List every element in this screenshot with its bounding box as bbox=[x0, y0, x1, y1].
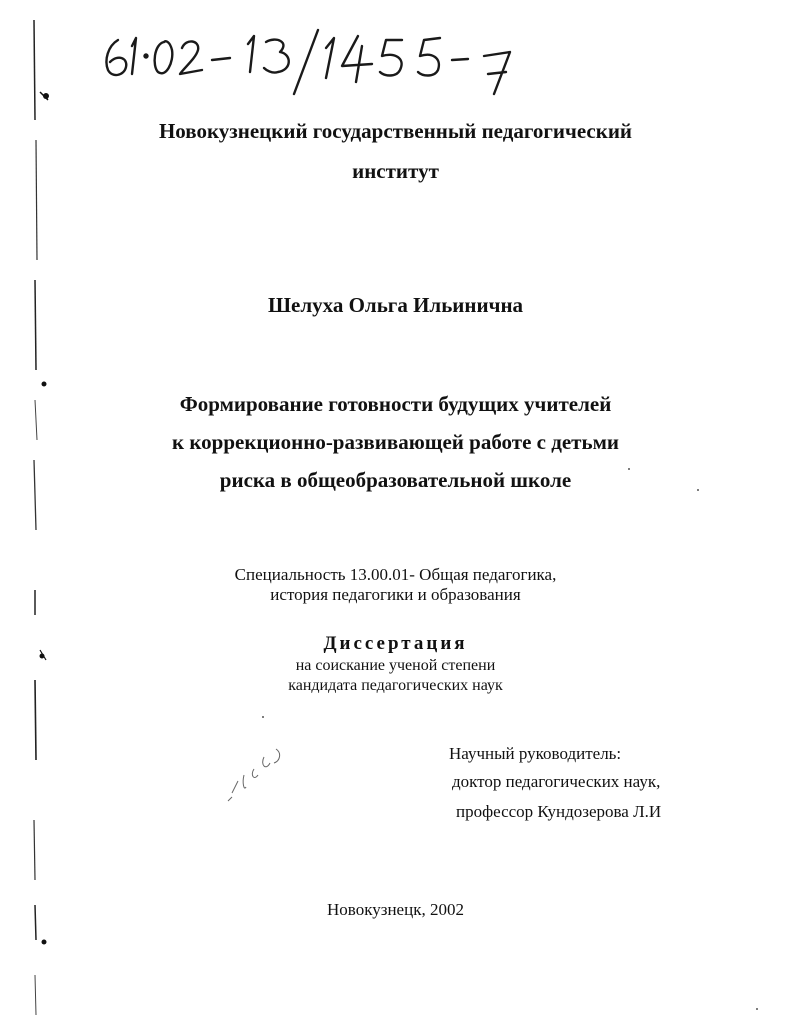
supervisor-label: Научный руководитель: bbox=[449, 744, 622, 763]
handwritten-code-signature bbox=[96, 12, 536, 102]
scan-speck bbox=[628, 468, 630, 470]
supervisor-name: профессор Кундозерова Л.И bbox=[456, 802, 662, 821]
scan-speck bbox=[756, 1008, 758, 1010]
author-name: Шелуха Ольга Ильинична bbox=[267, 293, 524, 317]
institute-name-line2: институт bbox=[352, 159, 439, 183]
thesis-title-line3: риска в общеобразовательной школе bbox=[219, 468, 572, 492]
thesis-title-line1: Формирование готовности будущих учителей bbox=[179, 392, 612, 416]
pencil-marks bbox=[220, 735, 300, 805]
scan-speck bbox=[697, 489, 699, 491]
specialty-line1: Специальность 13.00.01- Общая педагогика, bbox=[234, 565, 557, 584]
city-year: Новокузнецк, 2002 bbox=[327, 900, 464, 919]
institute-name-line1: Новокузнецкий государственный педагогический bbox=[158, 119, 633, 143]
specialty-line2: история педагогики и образования bbox=[270, 585, 521, 604]
dissertation-line1: на соискание ученой степени bbox=[295, 657, 496, 674]
thesis-title-line2: к коррекционно-развивающей работе с детьми bbox=[171, 430, 620, 454]
scan-speck bbox=[262, 716, 264, 718]
supervisor-degree: доктор педагогических наук, bbox=[452, 772, 661, 791]
scan-binding-edge bbox=[0, 0, 60, 1023]
dissertation-line2: кандидата педагогических наук bbox=[288, 677, 503, 694]
dissertation-heading: Диссертация bbox=[323, 633, 468, 654]
